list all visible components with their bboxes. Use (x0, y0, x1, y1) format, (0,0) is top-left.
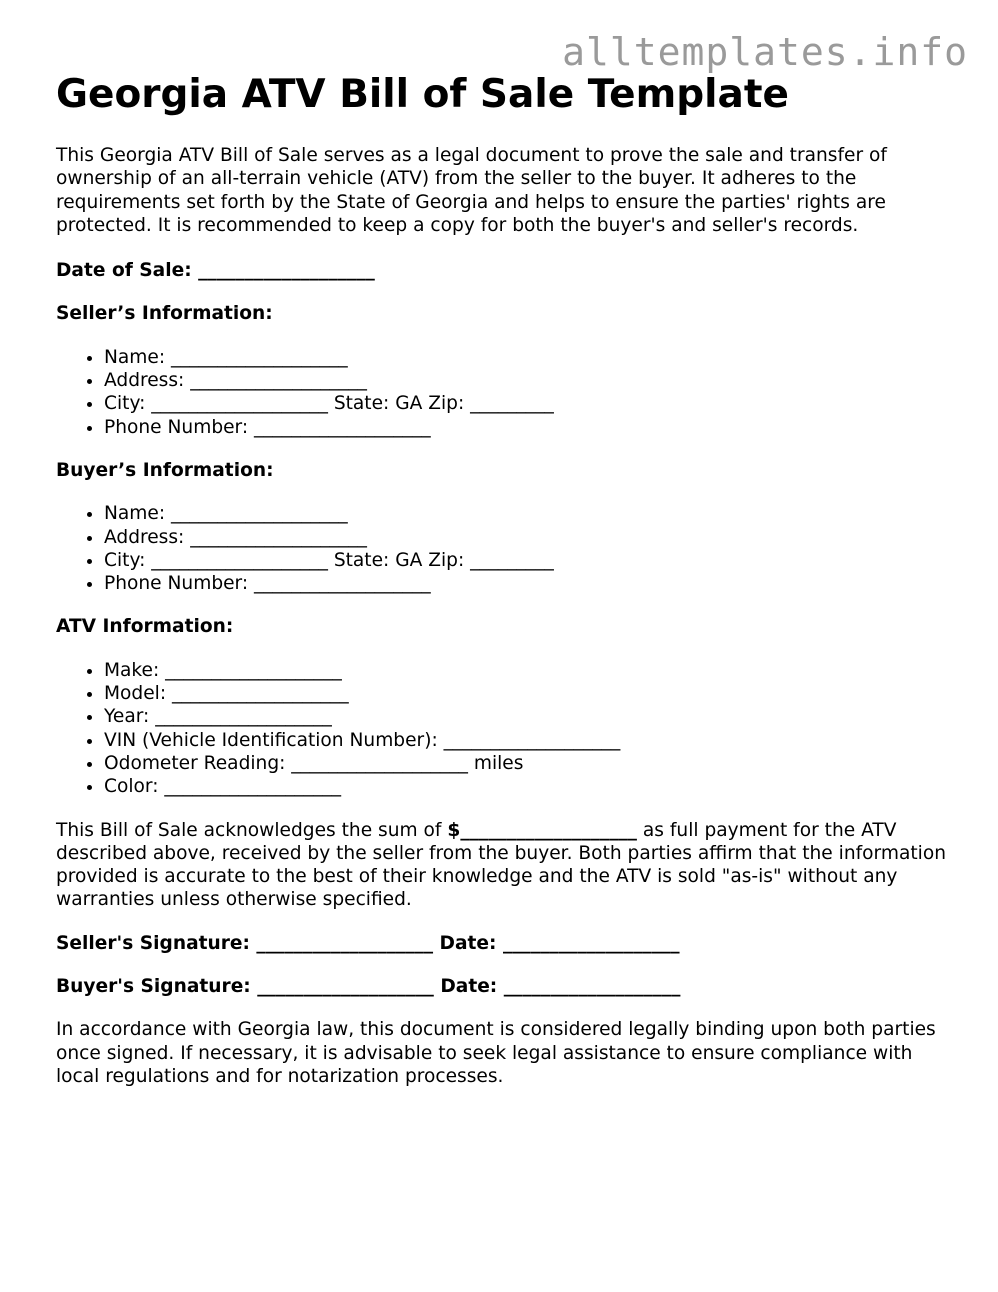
date-of-sale-field: Date of Sale: ___________________ (56, 260, 375, 282)
buyer-signature-line: Buyer's Signature: ___________________ Date: ___________________ (56, 976, 681, 998)
buyer-city-state-zip-field: • City: ___________________ State: GA Zip: _________ (104, 549, 946, 572)
document-page (56, 70, 946, 1088)
payment-text-before: This Bill of Sale acknowledges the sum of (56, 819, 448, 841)
buyer-section-heading: Buyer’s Information: (56, 459, 274, 481)
buyer-name-field: • Name: ___________________ (104, 502, 946, 525)
payment-amount-field: $___________________ (447, 819, 637, 841)
atv-section-heading: ATV Information: (56, 616, 234, 638)
seller-name-field: • Name: ___________________ (104, 346, 946, 369)
buyer-info-list (56, 502, 946, 595)
seller-signature-line: Seller's Signature: ___________________ Date: ___________________ (56, 932, 680, 954)
payment-paragraph (56, 819, 946, 912)
atv-info-list (56, 659, 946, 799)
atv-vin-field: • VIN (Vehicle Identification Number): ___________________ (104, 729, 946, 752)
seller-section-heading: Seller’s Information: (56, 303, 273, 325)
atv-year-field: • Year: ___________________ (104, 705, 946, 728)
seller-city-state-zip-field: • City: ___________________ State: GA Zip: _________ (104, 392, 946, 415)
buyer-phone-field: • Phone Number: ___________________ (104, 572, 946, 595)
seller-phone-field: • Phone Number: ___________________ (104, 416, 946, 439)
seller-address-field: • Address: ___________________ (104, 369, 946, 392)
intro-paragraph: This Georgia ATV Bill of Sale serves as a legal document to prove the sale and transfer of ownership of an all-terrain vehicle (ATV) from the seller to the buyer. It adheres to the requirements set forth by the State of Georgia and helps to ensure the parties' rights are protected. It is recommended to keep a copy for both the buyer's and seller's records. (56, 145, 887, 236)
watermark: alltemplates.info (562, 30, 968, 74)
payment-text-after: as full payment for the ATV described above, received by the seller from the buyer. Both parties affirm that the information provided is accurate to the best of their knowledge and the ATV is sold "as-is" without any warranties unless otherwise specified. (56, 819, 946, 911)
document-title: Georgia ATV Bill of Sale Template (56, 72, 789, 117)
atv-make-field: • Make: ___________________ (104, 659, 946, 682)
closing-paragraph: In accordance with Georgia law, this document is considered legally binding upon both parties once signed. If necessary, it is advisable to seek legal assistance to ensure compliance with local regulations and for notarization processes. (56, 1019, 936, 1087)
buyer-address-field: • Address: ___________________ (104, 526, 946, 549)
atv-model-field: • Model: ___________________ (104, 682, 946, 705)
atv-color-field: • Color: ___________________ (104, 775, 946, 798)
atv-odometer-field: • Odometer Reading: ___________________ miles (104, 752, 946, 775)
seller-info-list (56, 346, 946, 439)
